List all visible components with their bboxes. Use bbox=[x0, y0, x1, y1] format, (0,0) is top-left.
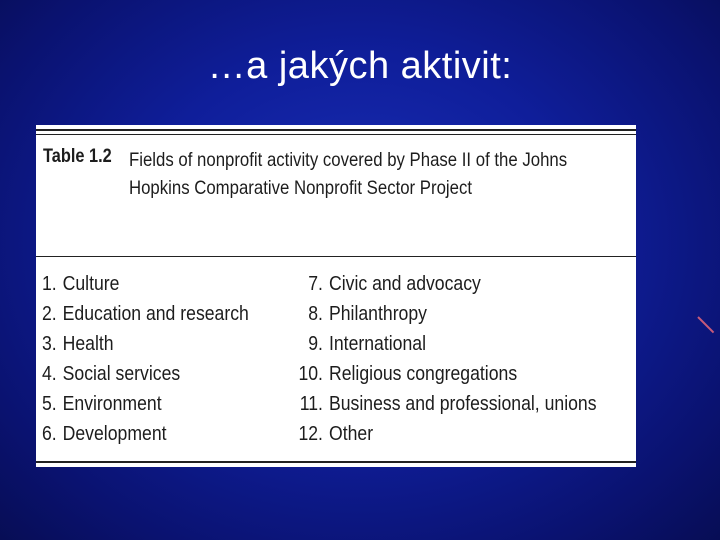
item-text: Development bbox=[62, 422, 167, 445]
item-number: 2. bbox=[42, 302, 57, 325]
item-number: 1. bbox=[42, 272, 57, 295]
list-item bbox=[292, 299, 597, 329]
table-top-rule bbox=[36, 129, 636, 131]
list-item bbox=[42, 299, 249, 329]
list-item bbox=[42, 269, 249, 299]
item-number: 10. bbox=[298, 362, 323, 385]
item-text: Health bbox=[62, 332, 114, 355]
decorative-accent-line bbox=[697, 316, 714, 333]
list-item bbox=[42, 419, 249, 449]
table-column-left bbox=[42, 269, 283, 449]
item-text: Environment bbox=[62, 392, 162, 415]
item-number: 6. bbox=[42, 422, 57, 445]
list-item bbox=[42, 329, 249, 359]
item-text: International bbox=[328, 332, 427, 355]
item-number: 11. bbox=[299, 392, 323, 415]
table-label: Table 1.2 bbox=[43, 146, 112, 167]
list-item bbox=[292, 329, 597, 359]
table-bottom-rule bbox=[36, 461, 636, 463]
list-item bbox=[42, 359, 249, 389]
item-number: 5. bbox=[42, 392, 57, 415]
list-item bbox=[292, 389, 597, 419]
item-text: Other bbox=[328, 422, 374, 445]
list-item bbox=[292, 419, 597, 449]
item-text: Philanthropy bbox=[328, 302, 427, 325]
item-number: 7. bbox=[308, 272, 323, 295]
item-text: Business and professional, unions bbox=[328, 392, 597, 415]
table-image bbox=[36, 125, 636, 467]
item-number: 8. bbox=[308, 302, 323, 325]
table-caption: Fields of nonprofit activity covered by Phase II of the Johns Hopkins Comparative Nonprofit Sector Project bbox=[129, 149, 568, 199]
item-number: 9. bbox=[308, 332, 323, 355]
item-text: Civic and advocacy bbox=[328, 272, 481, 295]
slide-title: …a jakých aktivit: bbox=[207, 45, 513, 87]
item-text: Education and research bbox=[62, 302, 249, 325]
item-text: Culture bbox=[62, 272, 120, 295]
item-number: 12. bbox=[298, 422, 323, 445]
list-item bbox=[292, 359, 597, 389]
table-column-right bbox=[292, 269, 646, 449]
item-number: 3. bbox=[42, 332, 57, 355]
list-item bbox=[292, 269, 597, 299]
item-text: Religious congregations bbox=[328, 362, 518, 385]
table-header-rule bbox=[36, 256, 636, 257]
item-number: 4. bbox=[42, 362, 57, 385]
list-item bbox=[42, 389, 249, 419]
table-top-rule-thin bbox=[36, 134, 636, 135]
item-text: Social services bbox=[62, 362, 181, 385]
